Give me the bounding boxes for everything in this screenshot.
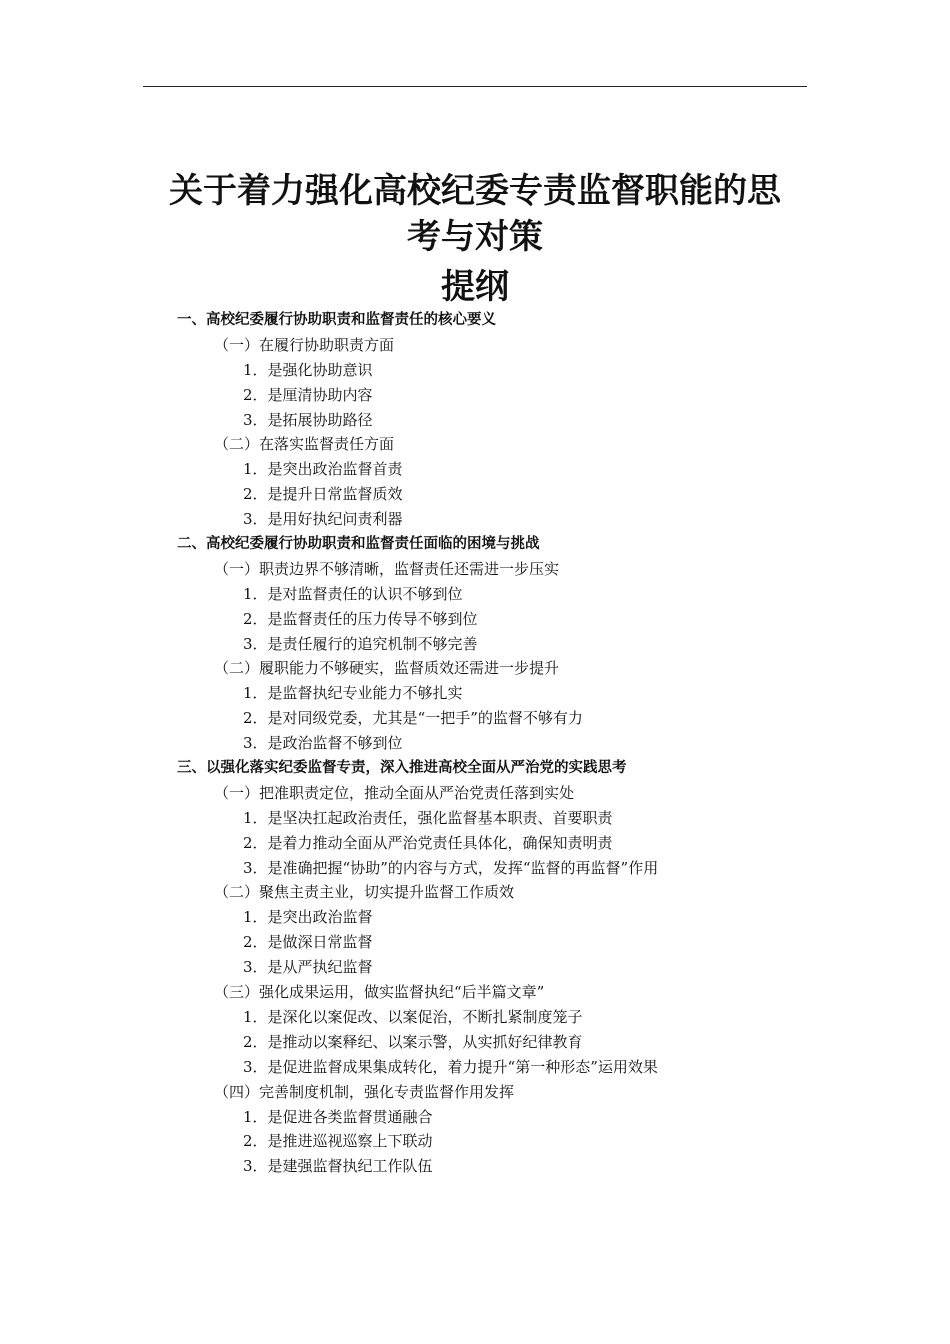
subsection-heading: （一）职责边界不够清晰，监督责任还需进一步压实: [214, 559, 560, 578]
subsection-heading: （二）在落实监督责任方面: [214, 435, 395, 454]
outline-item: 1．是对监督责任的认识不够到位: [243, 584, 463, 603]
outline-item: 1．是强化协助意识: [243, 360, 373, 379]
outline-item: 1．是深化以案促改、以案促治，不断扎紧制度笼子: [243, 1007, 583, 1026]
outline-item: 2．是监督责任的压力传导不够到位: [243, 609, 478, 628]
document-subtitle: 提纲: [441, 267, 509, 307]
outline-item: 3．是从严执纪监督: [243, 958, 373, 977]
outline-item: 1．是坚决扛起政治责任，强化监督基本职责、首要职责: [243, 808, 613, 827]
outline-item: 3．是用好执纪问责利器: [243, 510, 403, 529]
section-heading-2: 二、高校纪委履行协助职责和监督责任面临的困境与挑战: [177, 536, 540, 553]
outline-item: 1．是促进各类监督贯通融合: [243, 1107, 433, 1126]
outline-item: 2．是推动以案释纪、以案示警，从实抓好纪律教育: [243, 1032, 583, 1051]
subsection-heading: （一）把准职责定位，推动全面从严治党责任落到实处: [214, 783, 575, 802]
outline-item: 1．是突出政治监督首责: [243, 460, 403, 479]
subsection-heading: （三）强化成果运用，做实监督执纪“后半篇文章”: [214, 983, 545, 1002]
document-title-block: [143, 168, 807, 308]
section-heading-1: 一、高校纪委履行协助职责和监督责任的核心要义: [177, 312, 496, 328]
subsection-heading: （四）完善制度机制，强化专责监督作用发挥: [214, 1082, 515, 1101]
outline-item: 2．是推进巡视巡察上下联动: [243, 1132, 433, 1151]
outline-item: 2．是提升日常监督质效: [243, 485, 403, 504]
header-rule: [143, 86, 807, 87]
outline-item: 3．是准确把握“协助”的内容与方式，发挥“监督的再监督”作用: [243, 858, 659, 877]
outline-item: 3．是建强监督执纪工作队伍: [243, 1157, 433, 1176]
outline-item: 2．是厘清协助内容: [243, 385, 373, 404]
subsection-heading: （二）聚焦主责主业，切实提升监督工作质效: [214, 883, 515, 902]
outline-item: 1．是监督执纪专业能力不够扎实: [243, 684, 463, 703]
outline-list: [0, 308, 950, 1179]
outline-item: 2．是做深日常监督: [243, 933, 373, 952]
document-title-line-1: 关于着力强化高校纪委专责监督职能的思: [169, 171, 781, 211]
outline-item: 2．是着力推动全面从严治党责任具体化，确保知责明责: [243, 833, 613, 852]
outline-item: 3．是拓展协助路径: [243, 410, 373, 429]
outline-item: 3．是责任履行的追究机制不够完善: [243, 634, 478, 653]
outline-item: 1．是突出政治监督: [243, 908, 373, 927]
subsection-heading: （二）履职能力不够硬实，监督质效还需进一步提升: [214, 659, 560, 678]
document-title-line-2: 考与对策: [407, 217, 543, 257]
subsection-heading: （一）在履行协助职责方面: [214, 335, 395, 354]
outline-item: 3．是政治监督不够到位: [243, 734, 403, 753]
outline-item: 2．是对同级党委，尤其是“一把手”的监督不够有力: [243, 709, 583, 728]
section-heading-3: 三、以强化落实纪委监督专责，深入推进高校全面从严治党的实践思考: [177, 760, 627, 777]
outline-item: 3．是促进监督成果集成转化，着力提升“第一种形态”运用效果: [243, 1057, 658, 1076]
